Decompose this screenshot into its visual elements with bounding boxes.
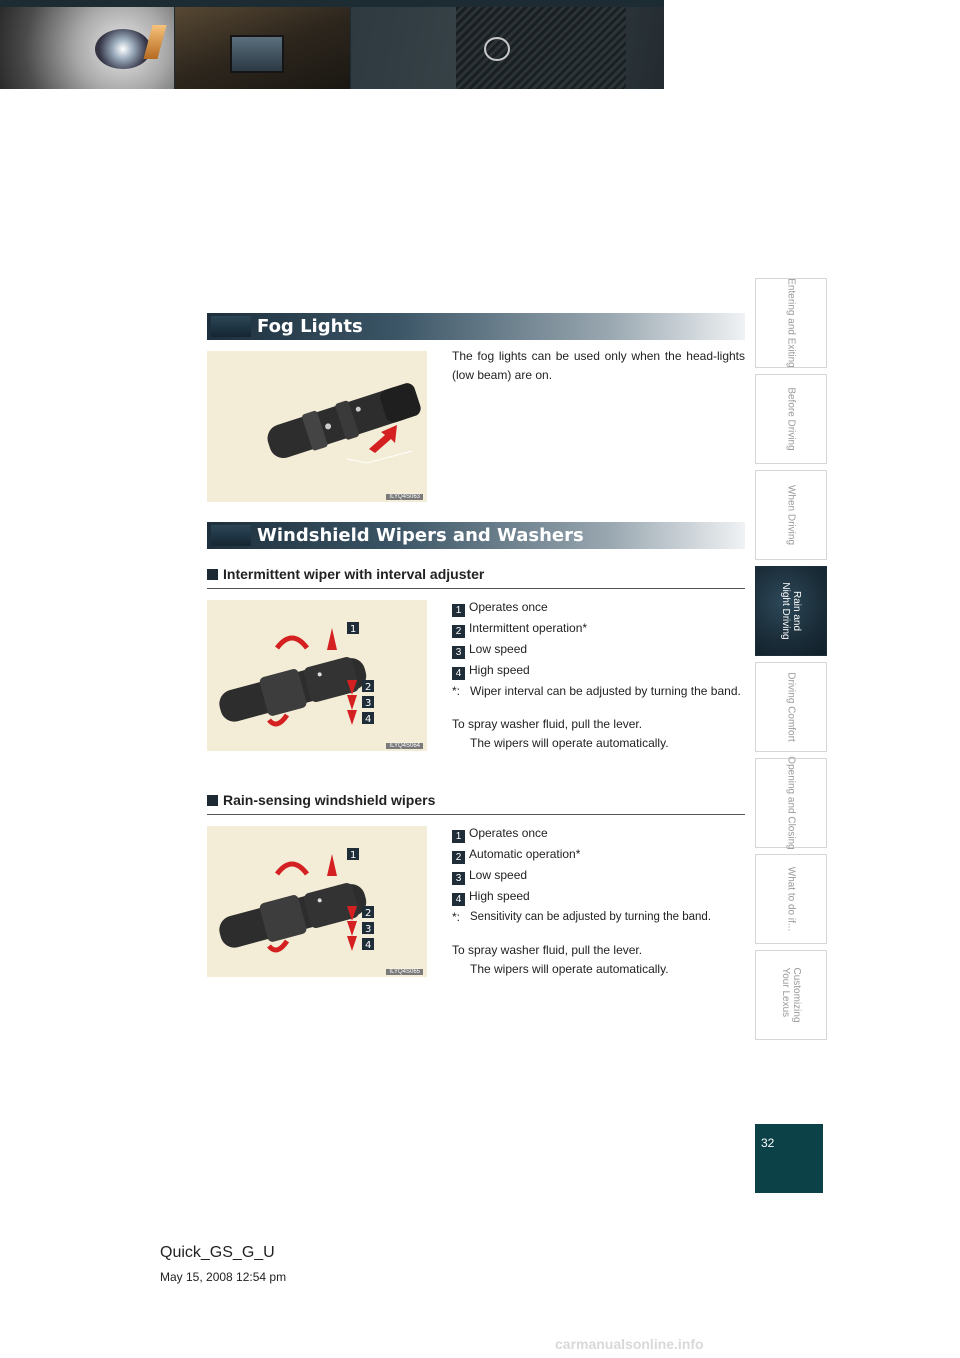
svg-text:1: 1 bbox=[350, 850, 357, 861]
tab-when-driving[interactable]: When Driving bbox=[755, 470, 827, 560]
page-number: 32 bbox=[761, 1136, 775, 1150]
footer-filename: Quick_GS_G_U bbox=[160, 1244, 275, 1261]
tab-customizing-your-lexus[interactable]: Customizing Your Lexus bbox=[755, 950, 827, 1040]
svg-text:1: 1 bbox=[350, 624, 357, 635]
footnote: *: Wiper interval can be adjusted by turning the band. bbox=[452, 684, 741, 698]
tab-before-driving[interactable]: Before Driving bbox=[755, 374, 827, 464]
rain-sensing-list bbox=[452, 824, 745, 979]
list-item: 3 Low speed bbox=[452, 640, 745, 661]
image-code: ILYQ4S065 bbox=[386, 969, 423, 975]
wipers-heading: Windshield Wipers and Washers bbox=[207, 522, 745, 549]
rain-sensing-wiper-image bbox=[207, 826, 427, 977]
list-item: 2 Automatic operation* bbox=[452, 845, 745, 866]
tab-what-to-do-if[interactable]: What to do if... bbox=[755, 854, 827, 944]
watermark: carmanualsonline.info bbox=[555, 1336, 704, 1352]
list-item: 4 High speed bbox=[452, 887, 745, 908]
svg-text:2: 2 bbox=[365, 682, 372, 693]
list-item: 4 High speed bbox=[452, 661, 745, 682]
washer-text: To spray washer fluid, pull the lever. bbox=[452, 717, 643, 731]
washer-detail: The wipers will operate automatically. bbox=[470, 736, 669, 750]
intermittent-wiper-image bbox=[207, 600, 427, 751]
intermittent-subheading: Intermittent wiper with interval adjuster bbox=[207, 566, 745, 589]
headlight-photo bbox=[0, 7, 174, 89]
list-item: 2 Intermittent operation* bbox=[452, 619, 745, 640]
intermittent-list bbox=[452, 598, 745, 753]
svg-text:2: 2 bbox=[365, 908, 372, 919]
interior-photo bbox=[175, 7, 350, 89]
list-item: 1 Operates once bbox=[452, 824, 745, 845]
list-item: 1 Operates once bbox=[452, 598, 745, 619]
svg-text:4: 4 bbox=[365, 940, 372, 951]
fog-lights-text: The fog lights can be used only when the head-lights (low beam) are on. bbox=[452, 349, 745, 382]
footnote: *: Sensitivity can be adjusted by turning the band. bbox=[452, 910, 712, 924]
washer-detail: The wipers will operate automatically. bbox=[470, 962, 669, 976]
lexus-emblem-icon bbox=[484, 37, 510, 61]
tab-entering-and-exiting[interactable]: Entering and Exiting bbox=[755, 278, 827, 368]
fog-light-switch-image bbox=[207, 351, 427, 502]
list-item: 3 Low speed bbox=[452, 866, 745, 887]
svg-text:3: 3 bbox=[365, 698, 372, 709]
fog-lights-heading: Fog Lights bbox=[207, 313, 745, 340]
rain-sensing-subheading: Rain-sensing windshield wipers bbox=[207, 792, 745, 815]
image-code: ILYQ4S063 bbox=[386, 494, 423, 500]
header-banner: Topic 4 Rain and Night Driving bbox=[0, 0, 664, 89]
image-code: ILYQ4S064 bbox=[386, 743, 423, 749]
svg-text:3: 3 bbox=[365, 924, 372, 935]
footer-date: May 15, 2008 12:54 pm bbox=[160, 1270, 287, 1284]
grille-photo bbox=[351, 7, 664, 89]
svg-text:4: 4 bbox=[365, 714, 372, 725]
tab-driving-comfort[interactable]: Driving Comfort bbox=[755, 662, 827, 752]
tab-opening-and-closing[interactable]: Opening and Closing bbox=[755, 758, 827, 848]
page-number-box bbox=[755, 1124, 823, 1193]
tab-rain-and-night-driving[interactable]: Rain and Night Driving bbox=[755, 566, 827, 656]
washer-text: To spray washer fluid, pull the lever. bbox=[452, 943, 643, 957]
